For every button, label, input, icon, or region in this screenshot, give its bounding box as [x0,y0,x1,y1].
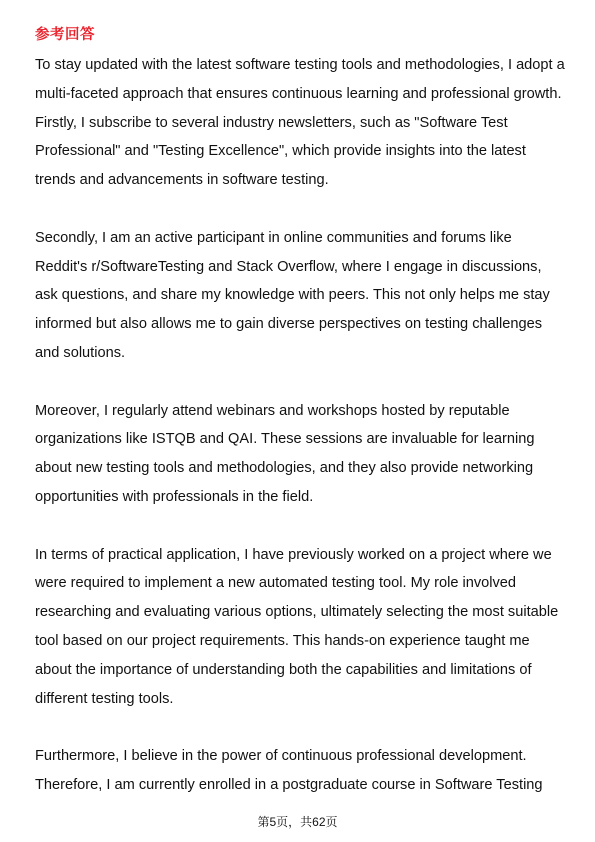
text-line: about new testing tools and methodologies, and they also provide networking [35,460,534,477]
text-line: In terms of practical application, I have previously worked on a project where we [35,546,552,563]
paragraph-gap [35,195,565,224]
text-line: trends and advancements in software testing. [35,172,329,189]
paragraph [35,541,565,714]
text-line: Furthermore, I believe in the power of continuous professional development. [35,748,527,765]
text-line: organizations like ISTQB and QAI. These sessions are invaluable for learning [35,431,535,448]
paragraph [35,742,565,800]
text-line: were required to implement a new automated testing tool. My role involved [35,575,517,592]
paragraph [35,51,565,195]
paragraph-gap [35,713,565,742]
text-line: Reddit's r/SoftwareTesting and Stack Overflow, where I engage in discussions, [35,258,542,275]
paragraph-gap [35,512,565,541]
text-line: ask questions, and share my knowledge with peers. This not only helps me stay [35,287,550,304]
text-line: opportunities with professionals in the field. [35,488,314,505]
paragraph [35,397,565,512]
page-number-footer: 第5页，共62页 [257,815,338,829]
text-line: different testing tools. [35,690,174,707]
text-line: Secondly, I am an active participant in online communities and forums like [35,229,512,246]
text-line: To stay updated with the latest software testing tools and methodologies, I adopt a [35,57,565,73]
paragraph [35,224,565,368]
text-line: and solutions. [35,344,126,361]
text-line: tool based on our project requirements. This hands-on experience taught me [35,632,530,649]
text-line: multi-faceted approach that ensures continuous learning and professional growth. [35,85,562,102]
text-line: about the importance of understanding both the capabilities and limitations of [35,661,532,678]
text-line: Therefore, I am currently enrolled in a postgraduate course in Software Testing [35,776,543,793]
text-line: Professional" and "Testing Excellence", which provide insights into the latest [35,143,526,160]
paragraph-gap [35,368,565,397]
text-line: researching and evaluating various options, ultimately selecting the most suitable [35,604,559,621]
reference-answer-heading: 参考回答 [35,27,95,43]
answer-body [35,51,565,800]
text-line: Moreover, I regularly attend webinars and workshops hosted by reputable [35,402,510,419]
text-line: informed but also allows me to gain diverse perspectives on testing challenges [35,316,543,333]
text-line: Firstly, I subscribe to several industry newsletters, such as "Software Test [35,114,508,131]
